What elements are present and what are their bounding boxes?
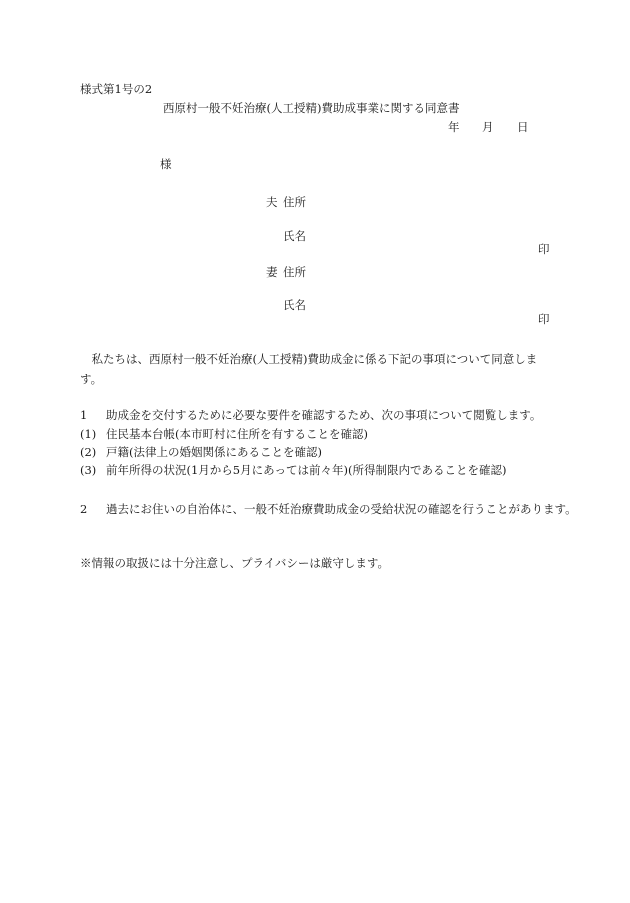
section-2-number: 2: [80, 502, 88, 516]
list-item-number: (2): [80, 445, 97, 459]
husband-role: 夫: [266, 195, 278, 209]
document-title: 西原村一般不妊治療(人工授精)費助成事業に関する同意書: [163, 101, 460, 115]
wife-name-label: 氏名: [283, 298, 306, 312]
addressee-suffix: 様: [160, 157, 172, 171]
list-item: [80, 445, 322, 461]
section-1-number: 1: [80, 408, 88, 422]
list-item-number: (1): [80, 427, 97, 441]
list-item-text: 住民基本台帳(本市町村に住所を有することを確認): [106, 427, 368, 441]
wife-role: 妻: [266, 265, 278, 279]
husband-name-label: 氏名: [283, 229, 306, 243]
wife-address-label: 住所: [283, 265, 306, 279]
consent-paragraph: 私たちは、西原村一般不妊治療(人工授精)費助成金に係る下記の事項について同意します。: [80, 352, 538, 386]
list-item-text: 戸籍(法律上の婚姻関係にあることを確認): [106, 445, 322, 459]
section-1-text: 助成金を交付するために必要な要件を確認するため、次の事項について閲覧します。: [106, 408, 542, 422]
section-2: [80, 502, 577, 518]
husband-address-label: 住所: [283, 195, 306, 209]
date-month: 月: [482, 120, 494, 134]
list-item-text: 前年所得の状況(1月から5月にあっては前々年)(所得制限内であることを確認): [106, 463, 507, 477]
section-1-heading: [80, 408, 541, 424]
list-item-number: (3): [80, 463, 97, 477]
date-year: 年: [448, 120, 460, 134]
list-item: [80, 463, 506, 479]
privacy-note: ※情報の取扱には十分注意し、プライバシーは厳守します。: [80, 556, 390, 570]
date-day: 日: [517, 120, 529, 134]
form-number: 様式第1号の2: [80, 82, 153, 96]
wife-seal: 印: [538, 312, 550, 326]
section-2-text: 過去にお住いの自治体に、一般不妊治療費助成金の受給状況の確認を行うことがあります。: [106, 502, 577, 516]
list-item: [80, 427, 368, 443]
husband-seal: 印: [538, 242, 550, 256]
